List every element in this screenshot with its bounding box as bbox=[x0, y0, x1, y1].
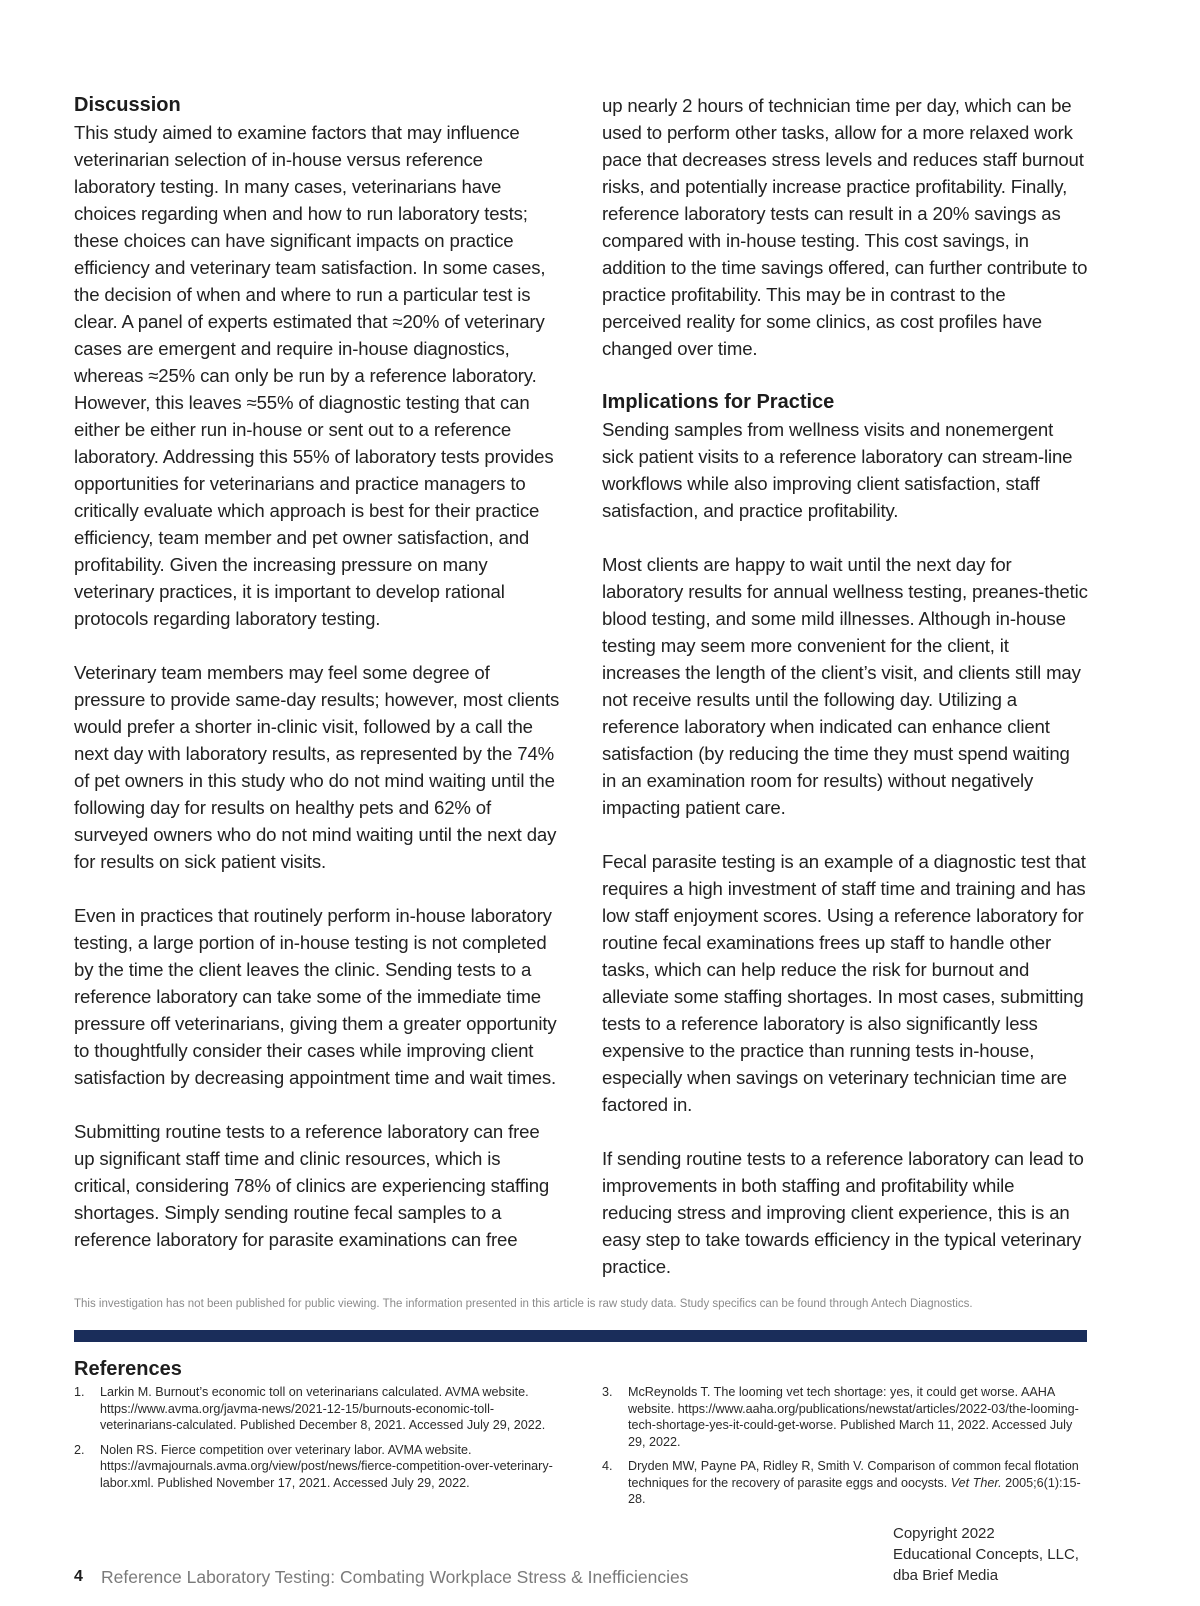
references-list-right bbox=[602, 1384, 1088, 1516]
running-footer-title: Reference Laboratory Testing: Combating Workplace Stress & Inefficiencies bbox=[101, 1567, 689, 1587]
reference-number: 3. bbox=[602, 1385, 613, 1399]
reference-number: 4. bbox=[602, 1459, 613, 1473]
implications-paragraph: If sending routine tests to a reference laboratory can lead to improvements in both staffing and profitability while reducing stress and improving client experience, this is an easy step to take towards efficiency in the typical veterinary practice. bbox=[602, 1148, 1084, 1277]
references-heading: References bbox=[74, 1358, 182, 1380]
implications-paragraph: Sending samples from wellness visits and nonemergent sick patient visits to a reference laboratory can stream-line workflows while also improving client satisfaction, staff satisfaction, and practice profitability. bbox=[602, 419, 1073, 521]
reference-number: 2. bbox=[74, 1442, 85, 1457]
implications-heading: Implications for Practice bbox=[602, 391, 835, 413]
continued-paragraph: up nearly 2 hours of technician time per day, which can be used to perform other tasks, allow for a more relaxed work pace that decreases stress levels and reduces staff burnout risks, and potentially increase practice profitability. Finally, reference laboratory tests can result in a 20% savings as compared with in-house testing. This cost savings, in addition to the time savings offered, can further contribute to practice profitability. This may be in contrast to the perceived reality for some clinics, as cost profiles have changed over time. bbox=[602, 95, 1088, 359]
section-divider-bar bbox=[74, 1330, 1087, 1342]
implications-paragraph: Fecal parasite testing is an example of a diagnostic test that requires a high investment of staff time and training and has low staff enjoyment scores. Using a reference laboratory for routine fecal examinations frees up staff to handle other tasks, which can help reduce the risk for burnout and alleviate some staffing shortages. In most cases, submitting tests to a reference laboratory is also significantly less expensive to the practice than running tests in-house, especially when savings on veterinary technician time are factored in. bbox=[602, 851, 1086, 1115]
copyright-notice bbox=[893, 1523, 1079, 1586]
study-disclaimer: This investigation has not been published for public viewing. The information presented in this article is raw study data. Study specifics can be found through Antech Diagnostics. bbox=[74, 1298, 973, 1310]
reference-number: 1. bbox=[74, 1385, 85, 1399]
reference-text: Dryden MW, Payne PA, Ridley R, Smith V. Comparison of common fecal flotation techniques for the recovery of parasite eggs and oocysts. bbox=[628, 1459, 1079, 1490]
discussion-paragraph: This study aimed to examine factors that may influence veterinarian selection of in-house versus reference laboratory testing. In many cases, veterinarians have choices regarding when and how to run laboratory tests; these choices can have significant impacts on practice efficiency and veterinary team satisfaction. In some cases, the decision of when and where to run a particular test is clear. A panel of experts estimated that ≈20% of veterinary cases are emergent and require in-house diagnostics, whereas ≈25% can only be run by a reference laboratory. However, this leaves ≈55% of diagnostic testing that can either be either run in-house or sent out to a reference laboratory. Addressing this 55% of laboratory tests provides opportunities for veterinarians and practice managers to critically evaluate which approach is best for their practice efficiency, team member and pet owner satisfaction, and profitability. Given the increasing pressure on many veterinary practices, it is important to develop rational protocols regarding laboratory testing. bbox=[74, 122, 554, 629]
copyright-line: Educational Concepts, LLC, bbox=[893, 1546, 1079, 1563]
reference-citation: 2005;6(1):15-28. bbox=[628, 1475, 1081, 1506]
copyright-line: Copyright 2022 bbox=[893, 1525, 995, 1542]
right-column bbox=[602, 92, 1088, 1280]
reference-item bbox=[602, 1458, 1088, 1508]
discussion-paragraph: Veterinary team members may feel some degree of pressure to provide same-day results; however, most clients would prefer a shorter in-clinic visit, followed by a call the next day with laboratory results, as represented by the 74% of pet owners in this study who do not mind waiting until the following day for results on healthy pets and 62% of surveyed owners who do not mind waiting until the next day for results on sick patient visits. bbox=[74, 662, 560, 872]
reference-text: Nolen RS. Fierce competition over veterinary labor. AVMA website. https://avmajournals.avma.org/view/post/news/fierce-competition-over-veterinary-labor.xml. Published November 17, 2021. Accessed July 29, 2022. bbox=[100, 1442, 553, 1490]
reference-journal: Vet Ther. bbox=[950, 1475, 1002, 1490]
reference-item bbox=[74, 1384, 558, 1434]
reference-text: McReynolds T. The looming vet tech shortage: yes, it could get worse. AAHA website. https://www.aaha.org/publications/newstat/articles/2022-03/the-looming-tech-shortage-yes-it-could-get-worse. Published March 11, 2022. Accessed July 29, 2022. bbox=[628, 1385, 1079, 1449]
reference-text: Larkin M. Burnout’s economic toll on veterinarians calculated. AVMA website. https://www.avma.org/javma-news/2021-12-15/burnouts-economic-toll-veterinarians-calculated. Published December 8, 2021. Accessed July 29, 2022. bbox=[100, 1385, 546, 1432]
discussion-paragraph: Even in practices that routinely perform in-house laboratory testing, a large portion of in-house testing is not completed by the time the client leaves the clinic. Sending tests to a reference laboratory can take some of the immediate time pressure off veterinarians, giving them a greater opportunity to thoughtfully consider their cases while improving client satisfaction by decreasing appointment time and wait times. bbox=[74, 905, 557, 1088]
discussion-heading: Discussion bbox=[74, 94, 181, 116]
copyright-line: dba Brief Media bbox=[893, 1567, 999, 1584]
reference-item bbox=[74, 1442, 558, 1492]
page-number: 4 bbox=[74, 1568, 83, 1585]
reference-item bbox=[602, 1384, 1088, 1450]
discussion-paragraph: Submitting routine tests to a reference laboratory can free up significant staff time and clinic resources, which is critical, considering 78% of clinics are experiencing staffing shortages. Simply sending routine fecal samples to a reference laboratory for parasite examinations can free bbox=[74, 1121, 550, 1250]
references-list-left bbox=[74, 1384, 558, 1499]
left-column bbox=[74, 92, 560, 1253]
implications-paragraph: Most clients are happy to wait until the next day for laboratory results for annual wellness testing, preanes-thetic blood testing, and some mild illnesses. Although in-house testing may seem more convenient for the client, it increases the length of the client’s visit, and clients still may not receive results until the following day. Utilizing a reference laboratory when indicated can enhance client satisfaction (by reducing the time they must spend waiting in an examination room for results) without negatively impacting patient care. bbox=[602, 554, 1088, 818]
